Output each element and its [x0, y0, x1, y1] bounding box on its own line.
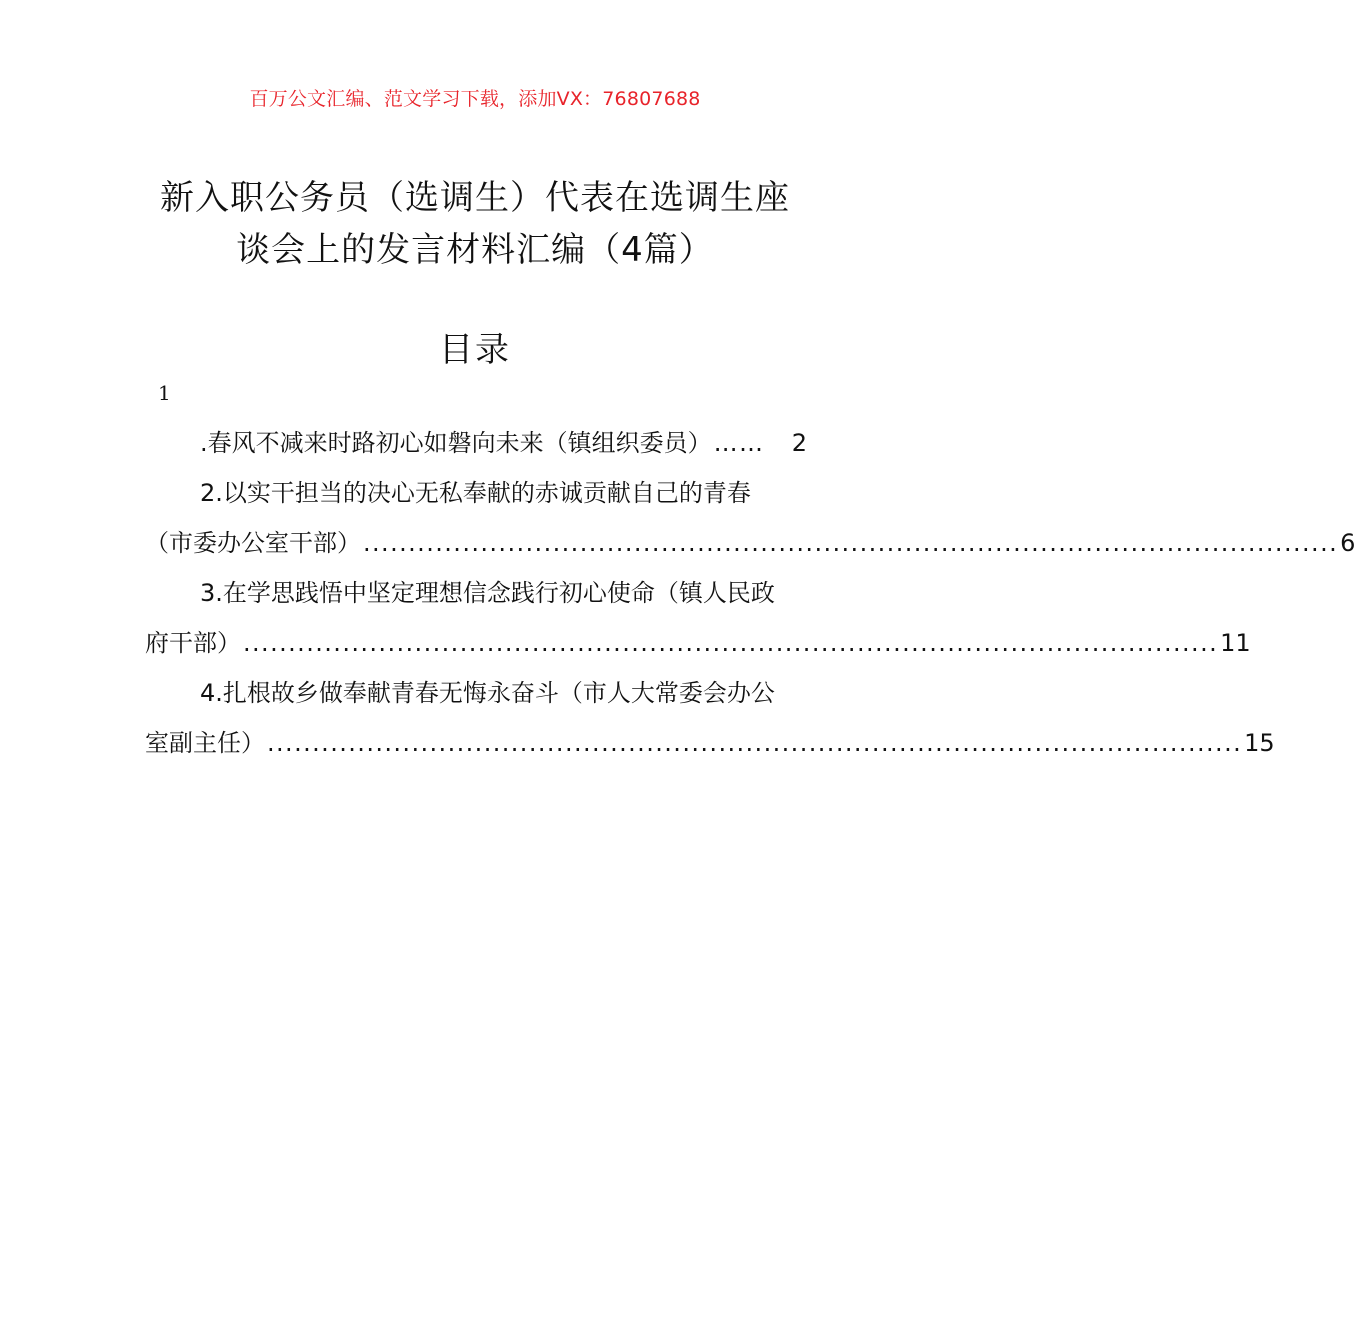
toc-heading: 目录	[439, 330, 511, 370]
toc-entry-text-continued: 府干部）	[145, 629, 241, 657]
toc-page-number: 6	[1340, 529, 1355, 557]
toc-page-number: 11	[1220, 629, 1251, 657]
toc-entry-4[interactable]	[145, 668, 1275, 768]
toc-entry-text-continued: 室副主任）	[145, 729, 265, 757]
header-promo-note: 百万公文汇编、范文学习下载，添加VX：76807688	[249, 88, 701, 110]
toc-number-marker: 1	[158, 381, 171, 405]
toc-entry-line	[145, 668, 807, 718]
toc-entry-line	[145, 468, 807, 518]
toc-entry-line	[145, 618, 1251, 668]
toc-leader-dots: ............................................................................................................	[363, 529, 1339, 557]
toc-entry-text: 3.在学思践悟中坚定理想信念践行初心使命（镇人民政	[200, 579, 775, 607]
table-of-contents	[145, 418, 1355, 768]
document-title-line-1: 新入职公务员（选调生）代表在选调生座	[160, 178, 790, 218]
toc-entry-2[interactable]	[145, 468, 1355, 568]
toc-entry-text: 4.扎根故乡做奉献青春无悔永奋斗（市人大常委会办公	[200, 679, 775, 707]
toc-entry-line	[145, 418, 807, 468]
document-title-line-2: 谈会上的发言材料汇编（4篇）	[236, 230, 714, 270]
toc-page-number: 2	[791, 429, 807, 457]
toc-entry-1[interactable]	[145, 418, 807, 468]
toc-leader-dots: ............................................................................................................	[267, 729, 1243, 757]
toc-page-number: 15	[1244, 729, 1275, 757]
toc-entry-line	[145, 518, 1355, 568]
toc-leader-dots: ............................................................................................................	[243, 629, 1219, 657]
toc-entry-text: 2.以实干担当的决心无私奉献的赤诚贡献自己的青春	[200, 479, 751, 507]
toc-entry-line	[145, 568, 807, 618]
toc-entry-3[interactable]	[145, 568, 1251, 668]
toc-entry-text: .春风不减来时路初心如磐向未来（镇组织委员）	[200, 429, 712, 457]
toc-entry-line	[145, 718, 1275, 768]
toc-entry-text-continued: （市委办公室干部）	[145, 529, 361, 557]
document-title	[130, 172, 820, 276]
toc-leader-dots: ……	[713, 429, 765, 457]
